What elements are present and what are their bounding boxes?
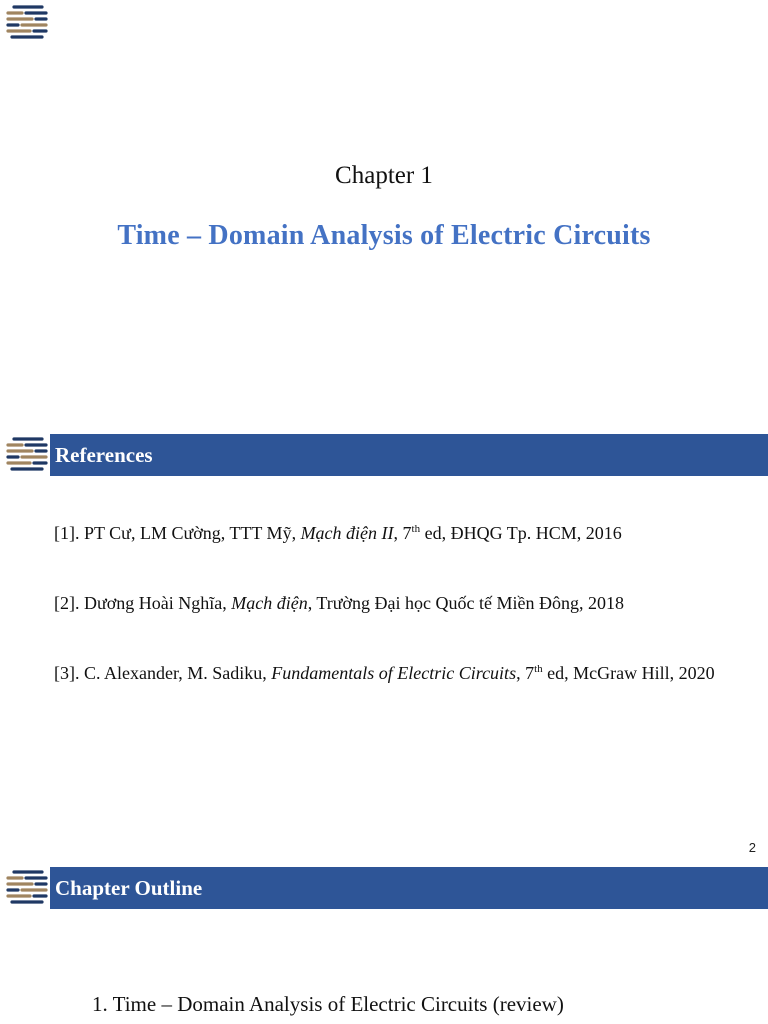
outline-item-1: 1. Time – Domain Analysis of Electric Circuits (review) bbox=[92, 992, 564, 1016]
reference-title: Mạch điện II bbox=[300, 523, 394, 543]
reference-title: Fundamentals of Electric Circuits bbox=[271, 663, 517, 683]
reference-number: [1]. bbox=[54, 523, 84, 543]
reference-authors: PT Cư, LM Cường, TTT Mỹ, bbox=[84, 523, 301, 543]
reference-item-2 bbox=[54, 592, 744, 615]
reference-edition-suffix: th bbox=[411, 523, 421, 535]
chapter-title: Time – Domain Analysis of Electric Circuits bbox=[117, 220, 651, 251]
reference-edition-suffix: th bbox=[534, 663, 543, 675]
reference-item-1 bbox=[54, 522, 744, 545]
chapter-outline-header: Chapter Outline bbox=[50, 867, 768, 909]
reference-publisher: ed, McGraw Hill, 2020 bbox=[542, 663, 715, 683]
reference-authors: Dương Hoài Nghĩa, bbox=[84, 593, 232, 613]
reference-number: [2]. bbox=[54, 593, 84, 613]
university-logo-icon bbox=[4, 868, 50, 910]
university-logo-icon bbox=[4, 435, 50, 477]
university-logo-icon bbox=[4, 3, 50, 45]
references-header: References bbox=[50, 434, 768, 476]
reference-title: Mạch điện bbox=[231, 593, 308, 613]
reference-authors: C. Alexander, M. Sadiku, bbox=[84, 663, 272, 683]
page-number: 2 bbox=[748, 840, 756, 855]
reference-number: [3]. bbox=[54, 663, 84, 683]
reference-edition: , 7 bbox=[393, 523, 412, 543]
reference-publisher: , Trường Đại học Quốc tế Miền Đông, 2018 bbox=[307, 593, 625, 613]
reference-edition: , 7 bbox=[516, 663, 535, 683]
reference-item-3 bbox=[54, 662, 734, 685]
reference-publisher: ed, ĐHQG Tp. HCM, 2016 bbox=[420, 523, 622, 543]
chapter-label: Chapter 1 bbox=[335, 162, 433, 189]
